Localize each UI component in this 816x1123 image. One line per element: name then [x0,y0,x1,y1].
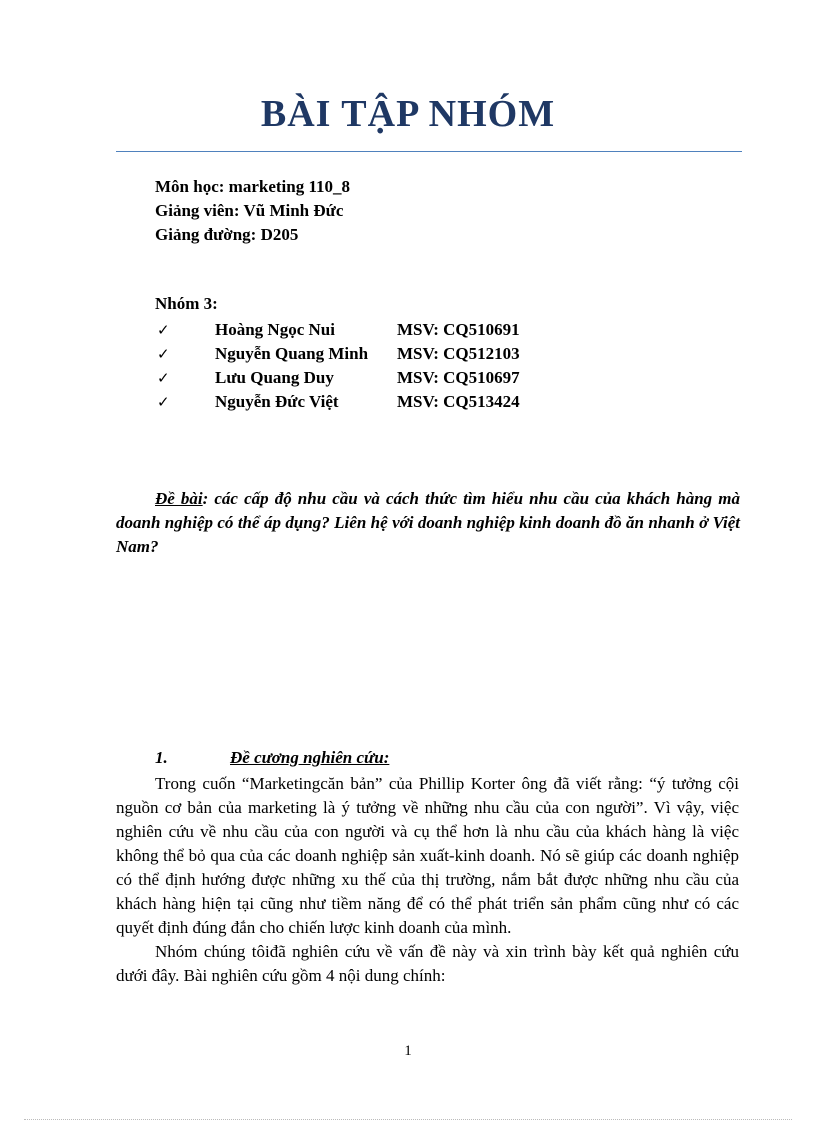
page-bottom-border [24,1119,792,1120]
title-underline [116,151,742,152]
member-msv: MSV: CQ513424 [397,392,520,411]
member-name: Nguyễn Quang Minh [215,344,369,363]
course-info [155,175,350,247]
member-msv: MSV: CQ510691 [397,320,520,339]
member-name: Nguyễn Đức Việt [215,392,339,411]
assignment-label: Đề bài [155,489,203,508]
body-paragraph: Nhóm chúng tôiđã nghiên cứu về vấn đề này và xin trình bày kết quả nghiên cứu dưới đây. Bài nghiên cứu gồm 4 nội dung chính: [116,942,739,985]
member-msv: MSV: CQ510697 [397,368,520,387]
assignment-text: : các cấp độ nhu cầu và cách thức tìm hiểu nhu cầu của khách hàng mà doanh nghiệp có thể áp dụng? Liên hệ với doanh nghiệp kinh doanh đồ ăn nhanh ở Việt Nam? [116,489,740,556]
section-body [116,772,739,988]
member-msv: MSV: CQ512103 [397,344,520,363]
room-line: Giảng đường: D205 [155,225,299,244]
lecturer-line: Giảng viên: Vũ Minh Đức [155,201,344,220]
member-name: Hoàng Ngọc Nui [215,320,335,339]
assignment-prompt [116,487,740,559]
checkmark-icon: ✓ [157,393,170,411]
document-title: BÀI TẬP NHÓM [260,93,556,135]
checkmark-icon: ✓ [157,345,170,363]
member-name: Lưu Quang Duy [215,368,334,387]
section-heading [155,748,389,768]
subject-line: Môn học: marketing 110_8 [155,177,351,196]
body-paragraph: Trong cuốn “Marketingcăn bản” của Phillip Korter ông đã viết rằng: “ý tưởng cội nguồn cơ bản của marketing là ý tưởng về những nhu cầu của con người”. Vì vậy, việc nghiên cứu về nhu cầu của con người và cụ thể hơn là nhu cầu của khách hàng là việc không thể bỏ qua của các doanh nghiệp sản xuất-kinh doanh. Nó sẽ giúp các doanh nghiệp có thể định hướng được những xu thế của thị trường, nắm bắt được những nhu cầu của khách hàng hiện tại cũng như tiềm năng để có thể phát triển sản phẩm cũng như có các quyết định đúng đắn cho chiến lược kinh doanh của mình. [116,774,739,937]
group-label: Nhóm 3: [155,294,218,313]
checkmark-icon: ✓ [157,369,170,387]
page-number: 1 [404,1043,412,1059]
section-number: 1. [155,748,168,767]
checkmark-icon: ✓ [157,321,170,339]
section-title: Đề cương nghiên cứu: [230,748,390,767]
